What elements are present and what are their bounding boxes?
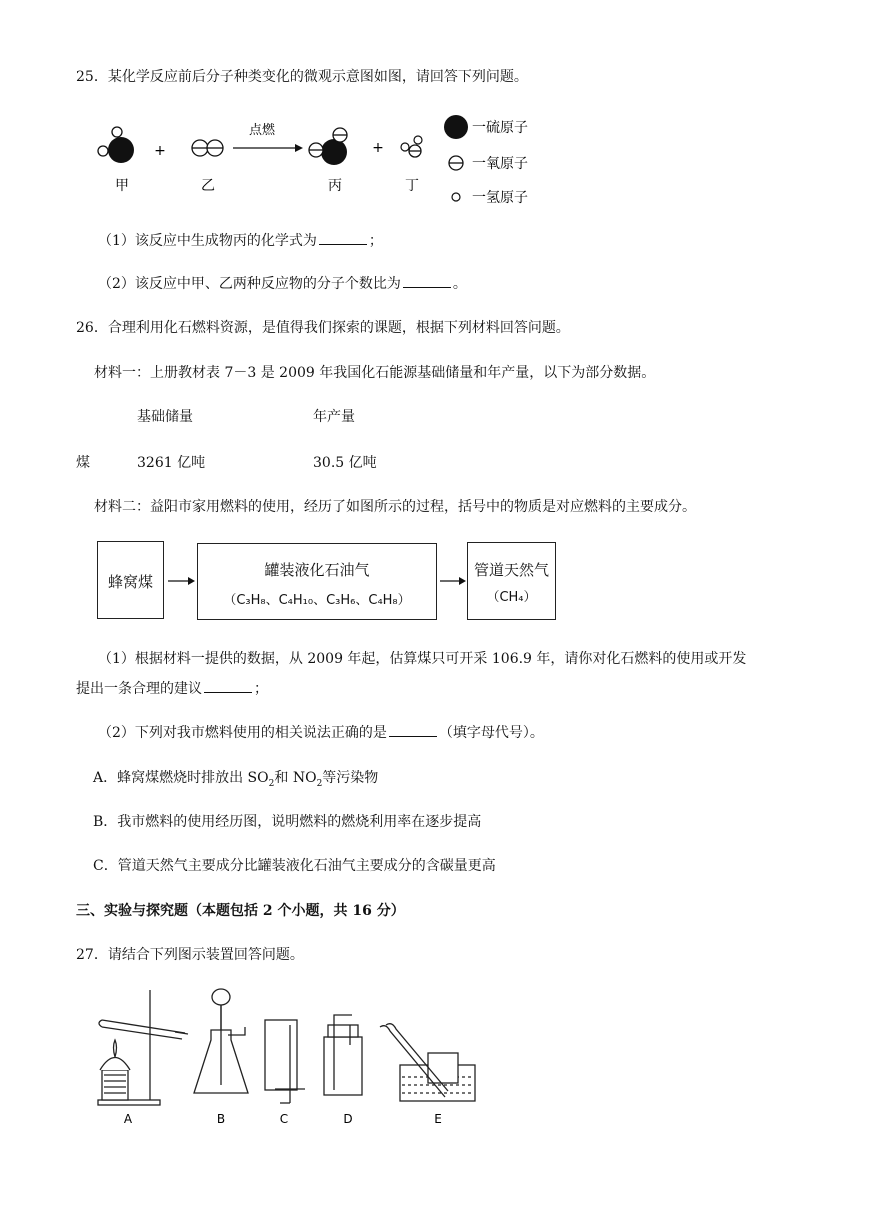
svg-text:一氧原子: 一氧原子: [472, 156, 528, 172]
molecule-bing: [309, 128, 347, 165]
legend-oxygen: [449, 156, 528, 172]
table-header-reserve: 基础储量: [137, 409, 193, 425]
table-header-output: 年产量: [313, 409, 355, 425]
answer-blank[interactable]: [403, 273, 451, 288]
apparatus-e: [380, 1024, 475, 1101]
q27-stem: 27．请结合下列图示装置回答问题。: [76, 947, 304, 963]
flow-arrow-2: [440, 576, 468, 586]
answer-blank[interactable]: [389, 722, 437, 737]
q26-sub1-line2: 提出一条合理的建议 ；: [76, 678, 268, 698]
molecule-ding: [401, 136, 422, 157]
plus-sign-2: +: [372, 140, 384, 156]
q26-sub1-line1: （1）根据材料一提供的数据，从 2009 年起，估算煤只可开采 106.9 年，请你对化石燃料的使用或开发: [98, 651, 747, 667]
q25-sub2: （2）该反应中甲、乙两种反应物的分子个数比为 。: [98, 273, 467, 293]
flow-box-natural-gas: 管道天然气 （CH₄）: [467, 542, 556, 620]
q25-stem: 25．某化学反应前后分子种类变化的微观示意图如图，请回答下列问题。: [76, 69, 528, 85]
section-title: 三、实验与探究题（本题包括 2 个小题，共 16 分）: [76, 903, 405, 919]
answer-blank[interactable]: [204, 678, 252, 693]
label-a: A: [123, 1112, 133, 1126]
flow-box-lpg: 罐装液化石油气 （C₃H₈、C₄H₁₀、C₃H₆、C₄H₈）: [197, 543, 437, 620]
flow-arrow-1: [168, 576, 196, 586]
label-d: D: [343, 1112, 353, 1126]
q26-sub2: （2）下列对我市燃料使用的相关说法正确的是 （填字母代号）。: [98, 722, 544, 742]
reaction-condition: 点燃: [248, 123, 276, 138]
table-cell-output: 30.5 亿吨: [313, 455, 377, 471]
arrow-head: [295, 144, 303, 152]
legend-sulfur: [444, 115, 528, 139]
label-b: B: [216, 1112, 226, 1126]
table-row-label: 煤: [76, 455, 90, 471]
apparatus-a: [98, 990, 188, 1105]
label-ding: 丁: [405, 178, 419, 194]
apparatus-c: [265, 1020, 305, 1103]
q26-stem: 26．合理利用化石燃料资源，是值得我们探索的课题，根据下列材料回答问题。: [76, 320, 570, 336]
reaction-diagram: [90, 110, 560, 210]
label-yi: 乙: [201, 178, 215, 194]
svg-text:一氢原子: 一氢原子: [472, 190, 528, 206]
flow-box-honeycomb-coal: 蜂窝煤: [97, 541, 164, 619]
svg-text:一硫原子: 一硫原子: [472, 120, 528, 136]
label-jia: 甲: [115, 178, 129, 194]
plus-sign-1: +: [154, 143, 166, 159]
option-b: B．我市燃料的使用经历图，说明燃料的燃烧利用率在逐步提高: [93, 814, 482, 830]
legend-hydrogen: [452, 190, 528, 206]
apparatus-d: [324, 1015, 362, 1095]
material-1: 材料一：上册教材表 7－3 是 2009 年我国化石能源基础储量和年产量，以下为部分数据。: [94, 365, 656, 381]
q25-sub1: （1）该反应中生成物丙的化学式为 ；: [98, 230, 383, 250]
label-e: E: [434, 1112, 442, 1126]
option-c: C．管道天然气主要成分比罐装液化石油气主要成分的含碳量更高: [93, 858, 496, 874]
molecule-yi: [192, 140, 223, 156]
option-a: A．蜂窝煤燃烧时排放出 $SO_2$和 $NO_2$等污染物: [93, 770, 379, 789]
label-c: C: [279, 1112, 289, 1126]
apparatus-b: [194, 989, 248, 1093]
table-cell-reserve: 3261 亿吨: [137, 455, 206, 471]
molecule-jia: [98, 127, 134, 163]
label-bing: 丙: [328, 178, 342, 194]
material-2: 材料二：益阳市家用燃料的使用，经历了如图所示的过程，括号中的物质是对应燃料的主要成分。: [94, 499, 696, 515]
answer-blank[interactable]: [319, 230, 367, 245]
apparatus-figure: [90, 985, 480, 1130]
